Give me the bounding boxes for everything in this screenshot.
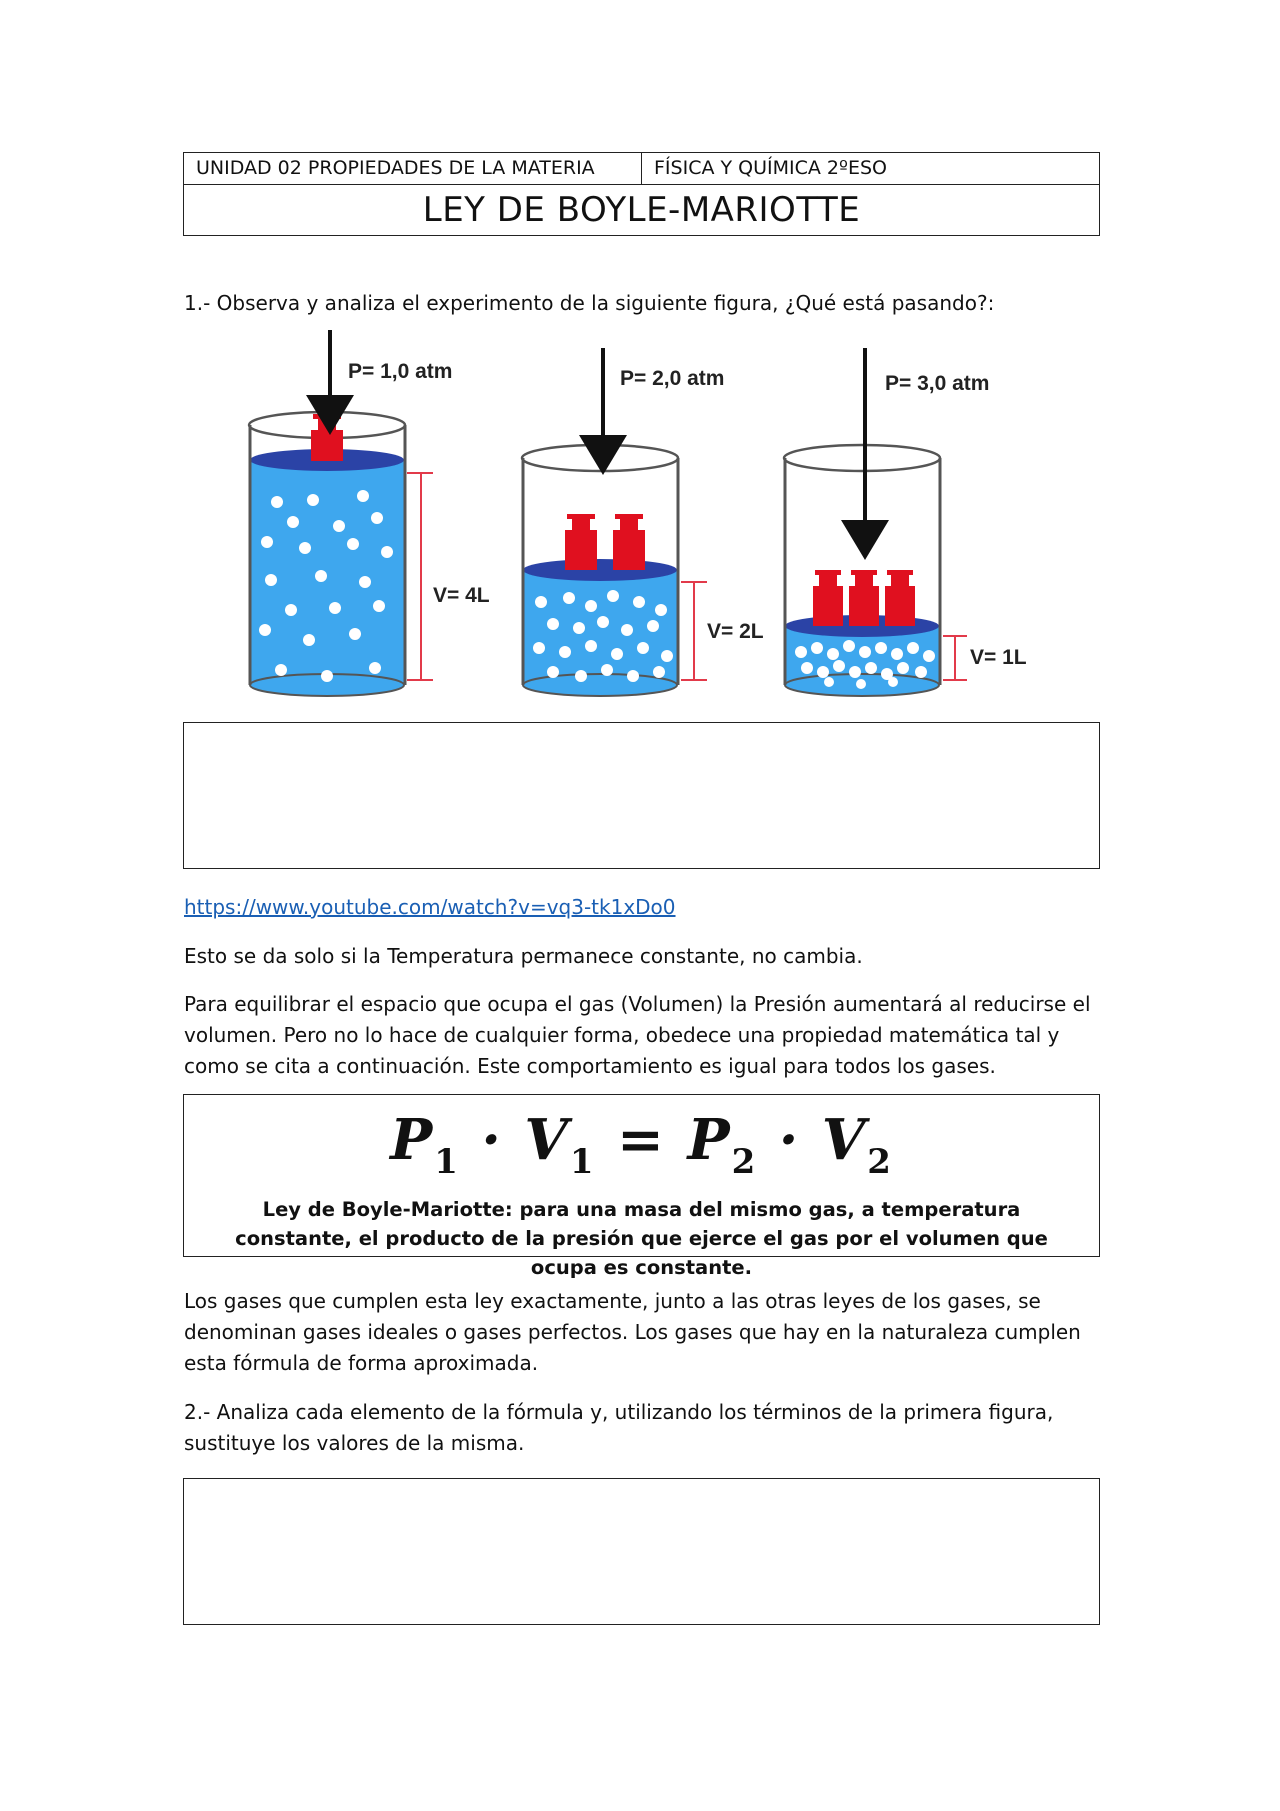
volume-marker-1: [407, 473, 433, 680]
volume-label-1: V= 4L: [433, 584, 490, 607]
formula-box: [183, 1094, 1100, 1279]
cylinder-3: [784, 348, 1027, 696]
volume-marker-2: [681, 582, 707, 680]
header-table: [183, 152, 1100, 236]
volume-label-2: V= 2L: [707, 620, 764, 643]
unit-label: UNIDAD 02 PROPIEDADES DE LA MATERIA: [184, 153, 642, 184]
boyle-experiment-figure: [235, 330, 1027, 700]
cylinder-2: [522, 348, 764, 696]
piston-lid-2: [523, 559, 677, 581]
answer-box-1[interactable]: [183, 722, 1100, 869]
paragraph-balance: Para equilibrar el espacio que ocupa el gas (Volumen) la Presión aumentará al reducirse el volumen. Pero no lo hace de cualquier forma, obedece una propiedad matemática tal y como se cita a continuación. Este comportamiento es igual para todos los gases.: [184, 992, 1091, 1078]
paragraph-temperature: Esto se da solo si la Temperatura permanece constante, no cambia.: [184, 944, 863, 968]
law-statement: Ley de Boyle-Mariotte: para una masa del mismo gas, a temperatura constante, el producto de la presión que ejerce el gas por el volumen que ocupa es constante.: [235, 1198, 1048, 1279]
weights-3: [813, 570, 915, 626]
boyle-formula: $P_1 \cdot V_1 = P_2 \cdot V_2$: [390, 1107, 893, 1182]
header-row: [184, 153, 1099, 185]
answer-box-2[interactable]: [183, 1478, 1100, 1625]
subject-label: FÍSICA Y QUÍMICA 2ºESO: [654, 157, 887, 179]
cylinder-1: [249, 330, 490, 696]
gas-volume-1: [250, 460, 405, 685]
volume-label-3: V= 1L: [970, 646, 1027, 669]
volume-marker-3: [943, 636, 967, 680]
pressure-label-3: P= 3,0 atm: [885, 372, 990, 395]
question-1: 1.- Observa y analiza el experimento de la siguiente figura, ¿Qué está pasando?:: [184, 291, 995, 315]
weight-1: [311, 414, 343, 461]
video-link[interactable]: https://www.youtube.com/watch?v=vq3-tk1xDo0: [184, 895, 676, 919]
question-2: 2.- Analiza cada elemento de la fórmula y, utilizando los términos de la primera figura, sustituye los valores de la misma.: [184, 1400, 1054, 1455]
pressure-label-2: P= 2,0 atm: [620, 367, 725, 390]
paragraph-ideal-gases: Los gases que cumplen esta ley exactamente, junto a las otras leyes de los gases, se denominan gases ideales o gases perfectos. Los gases que hay en la naturaleza cumplen esta fórmula de forma aproximada.: [184, 1289, 1081, 1375]
video-link-line: [184, 892, 1094, 923]
pressure-label-1: P= 1,0 atm: [348, 360, 453, 383]
page-title: LEY DE BOYLE-MARIOTTE: [422, 190, 861, 230]
